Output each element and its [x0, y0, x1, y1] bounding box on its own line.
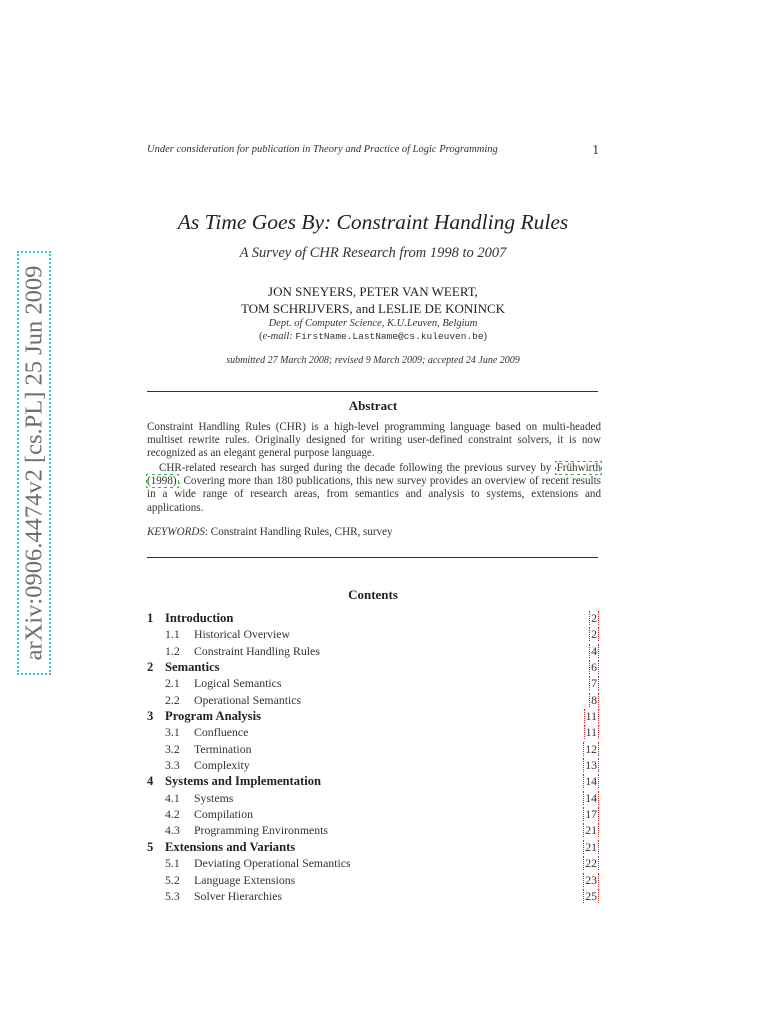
- toc-subsection: [147, 675, 599, 691]
- page-number: 1: [592, 142, 599, 157]
- toc-page-link[interactable]: 21: [585, 839, 597, 854]
- toc-page-link[interactable]: 14: [585, 774, 597, 789]
- toc-label: Historical Overview: [194, 627, 290, 642]
- toc-subsection: [147, 643, 599, 659]
- abstract-bottom-rule: [147, 557, 598, 558]
- table-of-contents: [147, 610, 599, 904]
- contents-heading: Contents: [348, 587, 398, 602]
- toc-section: [147, 773, 599, 789]
- abstract-paragraph-1: Constraint Handling Rules (CHR) is a high-level programming language based on multi-headed multiset rewrite rules. Originally designed for writing user-defined constraint solvers, it is now recognized as an elegant general purpose language.: [147, 421, 601, 460]
- toc-number: 3.1: [165, 725, 180, 740]
- toc-label: Termination: [194, 741, 252, 756]
- toc-number: 5.2: [165, 872, 180, 887]
- email-label: e-mail:: [262, 331, 293, 342]
- author-list: [147, 283, 599, 317]
- toc-number: 4: [147, 774, 154, 789]
- author-line-1: JON SNEYERS, PETER VAN WEERT,: [268, 284, 478, 299]
- toc-page-link[interactable]: 25: [585, 888, 597, 903]
- paper-title: As Time Goes By: Constraint Handling Rules: [177, 210, 569, 234]
- toc-label: Confluence: [194, 725, 249, 740]
- toc-section: [147, 659, 599, 675]
- toc-subsection: [147, 872, 599, 888]
- toc-label: Constraint Handling Rules: [194, 643, 320, 658]
- toc-number: 5: [147, 839, 154, 854]
- toc-subsection: [147, 822, 599, 838]
- toc-label: Logical Semantics: [194, 676, 282, 691]
- running-head: [147, 144, 599, 160]
- toc-number: 5.1: [165, 856, 180, 871]
- toc-subsection: [147, 790, 599, 806]
- toc-page-link[interactable]: 2: [591, 627, 597, 642]
- toc-page-link[interactable]: 12: [585, 741, 597, 756]
- toc-label: Programming Environments: [194, 823, 329, 838]
- toc-number: 3.2: [165, 741, 180, 756]
- toc-label: Program Analysis: [165, 709, 261, 724]
- running-head-text: Under consideration for publication in Theory and Practice of Logic Programming: [147, 144, 498, 155]
- arxiv-stamp[interactable]: [17, 251, 51, 675]
- toc-label: Compilation: [194, 807, 253, 822]
- toc-number: 1.1: [165, 627, 180, 642]
- paper-subtitle: A Survey of CHR Research from 1998 to 2007: [239, 245, 507, 261]
- arxiv-stamp-text: arXiv:0906.4474v2 [cs.PL] 25 Jun 2009: [20, 265, 48, 661]
- submission-dates: submitted 27 March 2008; revised 9 March 2009; accepted 24 June 2009: [226, 355, 520, 366]
- toc-page-link[interactable]: 22: [585, 856, 597, 871]
- toc-page-link[interactable]: 21: [585, 823, 597, 838]
- toc-subsection: [147, 692, 599, 708]
- toc-number: 1.2: [165, 643, 180, 658]
- toc-label: Systems: [194, 790, 234, 805]
- toc-subsection: [147, 757, 599, 773]
- toc-label: Semantics: [165, 660, 220, 675]
- toc-label: Solver Hierarchies: [194, 888, 283, 903]
- toc-label: Systems and Implementation: [165, 774, 322, 789]
- citation-link[interactable]: Frühwirth (1998): [147, 462, 601, 488]
- toc-number: 2: [147, 660, 154, 675]
- toc-subsection: [147, 888, 599, 904]
- email-address: FirstName.LastName@cs.kuleuven.be: [295, 331, 484, 342]
- abstract-paragraph-2-rest: . Covering more than 180 publications, this new survey provides an overview of recent results in a wide range of research areas, from semantics and analysis to systems, extensions and applications.: [147, 475, 601, 514]
- toc-number: 5.3: [165, 888, 180, 903]
- toc-section: [147, 839, 599, 855]
- toc-number: 4.3: [165, 823, 180, 838]
- toc-page-link[interactable]: 11: [585, 709, 597, 724]
- toc-subsection: [147, 724, 599, 740]
- toc-label: Operational Semantics: [194, 692, 302, 707]
- toc-subsection: [147, 626, 599, 642]
- email-open-paren: (: [258, 331, 263, 342]
- toc-number: 1: [147, 611, 154, 625]
- toc-number: 3.3: [165, 758, 180, 773]
- toc-label: Introduction: [165, 611, 234, 625]
- toc-label: Language Extensions: [194, 872, 296, 887]
- toc-label: Complexity: [194, 758, 250, 773]
- toc-number: 3: [147, 709, 154, 724]
- toc-page-link[interactable]: 4: [591, 643, 597, 658]
- toc-label: Extensions and Variants: [165, 839, 296, 854]
- abstract-paragraph-2: [147, 462, 601, 515]
- toc-number: 2.2: [165, 692, 180, 707]
- keywords-text: : Constraint Handling Rules, CHR, survey: [204, 526, 393, 538]
- toc-page-link[interactable]: 11: [585, 725, 597, 740]
- toc-section: [147, 708, 599, 724]
- toc-page-link[interactable]: 8: [591, 692, 597, 707]
- toc-page-link[interactable]: 23: [585, 872, 597, 887]
- affiliation: Dept. of Computer Science, K.U.Leuven, Belgium: [268, 318, 478, 329]
- toc-page-link[interactable]: 7: [591, 676, 597, 691]
- toc-number: 4.2: [165, 807, 180, 822]
- toc-label: Deviating Operational Semantics: [194, 856, 351, 871]
- abstract-paragraph-2-lead: CHR-related research has surged during the decade following the previous survey by: [159, 462, 556, 474]
- toc-page-link[interactable]: 17: [585, 807, 597, 822]
- email-line: [147, 331, 599, 342]
- keywords-label: KEYWORDS: [147, 526, 205, 538]
- keywords: [147, 526, 601, 538]
- toc-subsection: [147, 741, 599, 757]
- toc-page-link[interactable]: 6: [591, 660, 597, 675]
- abstract-heading: Abstract: [348, 398, 398, 413]
- author-line-2: TOM SCHRIJVERS, and LESLIE DE KONINCK: [240, 301, 506, 316]
- toc-number: 2.1: [165, 676, 180, 691]
- toc-section: [147, 610, 599, 626]
- toc-subsection: [147, 855, 599, 871]
- email-close-paren: ): [483, 331, 488, 342]
- abstract-top-rule: [147, 391, 598, 392]
- toc-page-link[interactable]: 13: [585, 758, 597, 773]
- toc-page-link[interactable]: 14: [585, 790, 597, 805]
- toc-subsection: [147, 806, 599, 822]
- toc-number: 4.1: [165, 790, 180, 805]
- toc-page-link[interactable]: 2: [591, 611, 597, 625]
